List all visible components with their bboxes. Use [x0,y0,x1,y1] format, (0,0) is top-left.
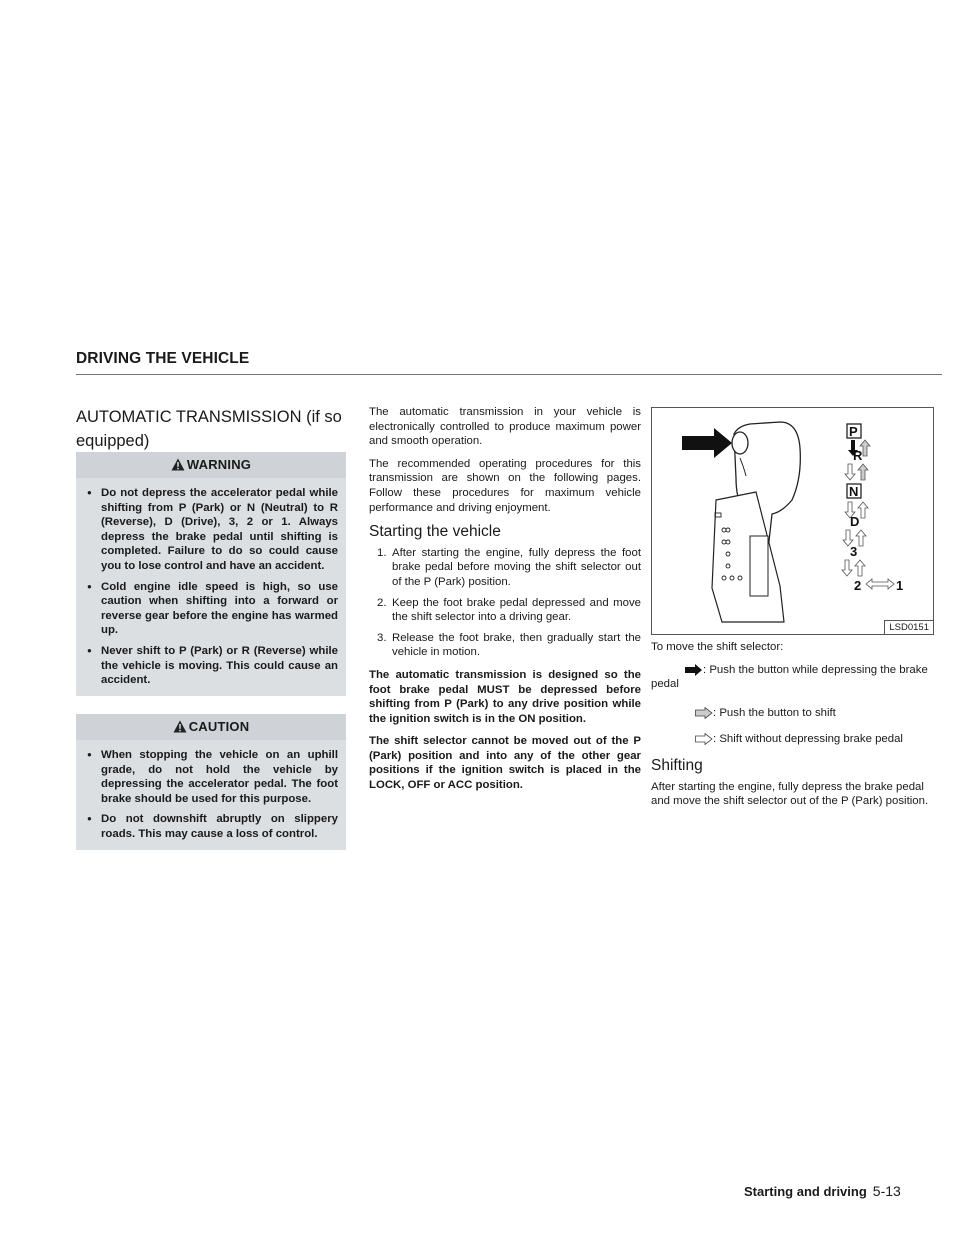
warning-label: WARNING [186,457,252,472]
caution-box [76,714,346,850]
shifting-paragraph: After starting the engine, fully depress the brake pedal and move the shift selector out of the P (Park) position. [651,780,929,808]
column-3 [651,640,936,817]
gear-3-label: 3 [850,544,858,559]
page-title: AUTOMATIC TRANSMISSION (if so equipped) [76,408,342,450]
gear-2-label: 2 [854,578,862,593]
solid-arrow-icon [651,663,703,678]
page-number: 5-13 [872,1183,901,1199]
gear-p-label: P [849,424,858,439]
starting-steps [369,546,641,660]
legend-row: : Push the button to shift [651,706,936,721]
legend-row: : Push the button while depressing the brake pedal [651,663,928,691]
warning-item: ● Cold engine idle speed is high, so use caution when shifting into a forward or reverse gear before the engine has warmed up. [84,580,338,638]
shift-selector-figure [651,407,934,635]
step-item: 3. Release the foot brake, then gradually start the vehicle in motion. [377,631,641,659]
caution-label: CAUTION [188,719,250,734]
gear-d-label: D [850,514,860,529]
warning-item: ● Never shift to P (Park) or R (Reverse) while the vehicle is moving. This could cause an accident. [84,644,338,688]
move-intro: To move the shift selector: [651,641,784,653]
caution-item: ● When stopping the vehicle on an uphill grade, do not hold the vehicle by depressing the accelerator pedal. The foot brake should be used for this purpose. [84,748,338,806]
brake-note: The automatic transmission is designed so the foot brake pedal MUST be depressed before shifting from P (Park) to any drive position while the ignition switch is in the ON position. [369,668,641,725]
ignition-note: The shift selector cannot be moved out of the P (Park) position and into any of the other gear positions if the ignition switch is placed in the LOCK, OFF or ACC position. [369,735,641,792]
page-footer [744,1183,901,1199]
solid-arrow-icon [682,428,732,458]
gray-arrow-icon [651,706,713,721]
footer-section: Starting and driving [744,1184,867,1199]
caution-item: ● Do not downshift abruptly on slippery roads. This may cause a loss of control. [84,812,338,841]
header-divider [76,374,942,375]
warning-triangle-icon [171,454,185,480]
step-item: 2. Keep the foot brake pedal depressed and move the shift selector into a driving gear. [377,596,641,624]
intro-paragraph: The recommended operating procedures for this transmission are shown on the following pages. Follow these procedures for maximum vehicle performance and driving enjoyment. [369,457,641,514]
gear-n-label: N [849,484,859,499]
step-item: 1. After starting the engine, fully depress the foot brake pedal before moving the shift selector out of the P (Park) position. [377,546,641,588]
warning-item: ● Do not depress the accelerator pedal while shifting from P (Park) or N (Neutral) to R (Reverse), D (Drive), 3, 2 or 1. Always depress the brake pedal until shifting is completed. Failure to do so could cause you to lose control and have an accident. [84,486,338,574]
section-title: DRIVING THE VEHICLE [76,350,250,367]
shift-lever-illustration [652,408,933,634]
caution-triangle-icon [173,716,187,742]
outline-arrow-icon [651,732,713,747]
column-2 [369,405,641,801]
shifting-heading: Shifting [651,756,703,774]
figure-id: LSD0151 [884,620,933,634]
gear-r-label: R [853,448,863,463]
starting-heading: Starting the vehicle [369,523,501,541]
warning-box [76,452,346,696]
gear-1-label: 1 [896,578,904,593]
legend-row: : Shift without depressing brake pedal [651,732,936,747]
intro-paragraph: The automatic transmission in your vehicle is electronically controlled to produce maximum power and smooth operation. [369,406,641,448]
